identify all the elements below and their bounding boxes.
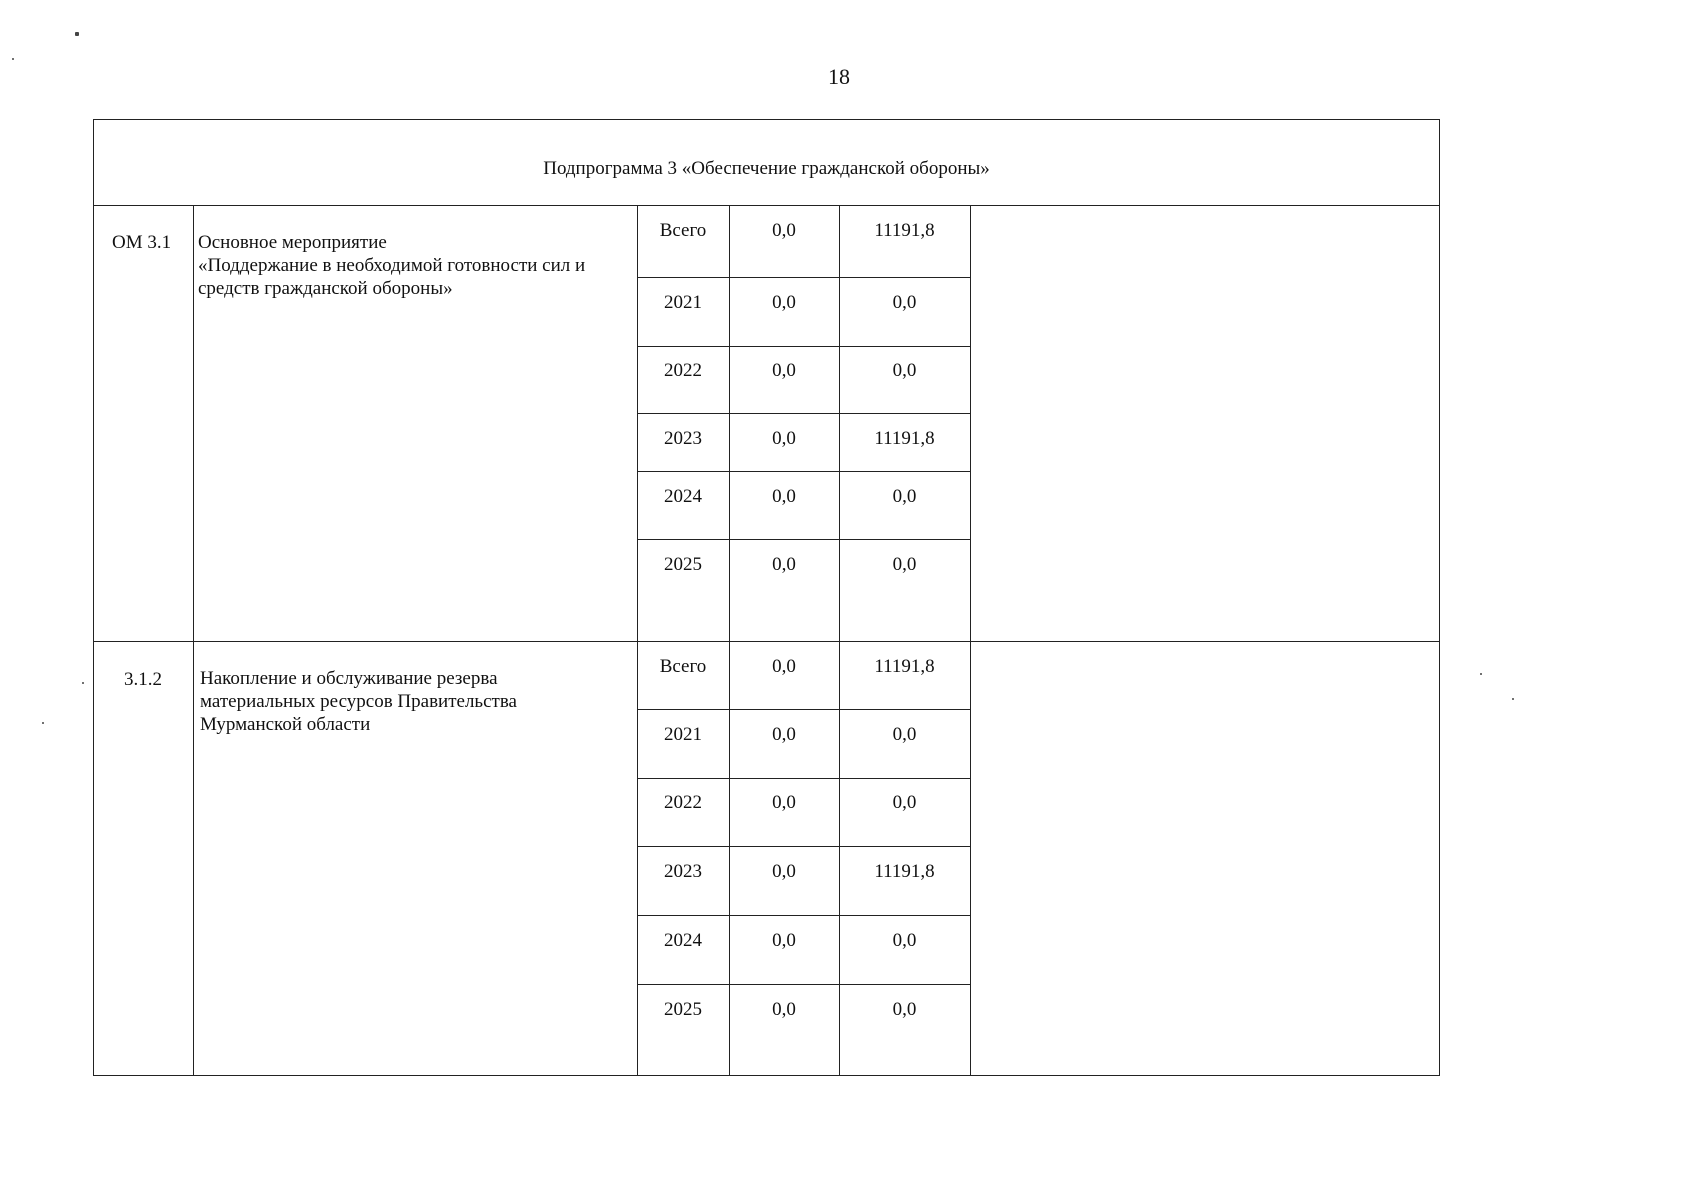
- row-divider: [637, 346, 971, 347]
- value-cell: 0,0: [772, 292, 796, 313]
- value-cell: 0,0: [772, 486, 796, 507]
- description-line: средств гражданской обороны»: [198, 278, 453, 299]
- value-cell: 0,0: [772, 861, 796, 882]
- subprogram-title: Подпрограмма 3 «Обеспечение гражданской обороны»: [543, 158, 990, 179]
- value-cell: 0,0: [772, 428, 796, 449]
- row-divider: [637, 471, 971, 472]
- row-divider: [637, 778, 971, 779]
- description-line: Мурманской области: [200, 714, 371, 735]
- period-cell: 2025: [664, 554, 702, 575]
- value-cell: 0,0: [772, 656, 796, 677]
- row-divider: [637, 709, 971, 710]
- value-cell: 0,0: [892, 554, 917, 575]
- value-cell: 0,0: [892, 292, 917, 313]
- value-cell: 0,0: [772, 930, 796, 951]
- value-cell: 0,0: [772, 999, 796, 1020]
- value-cell: 11191,8: [874, 656, 935, 677]
- row-divider: [637, 277, 971, 278]
- period-cell: 2022: [664, 792, 702, 813]
- value-cell: 0,0: [772, 554, 796, 575]
- period-cell: 2022: [664, 360, 702, 381]
- period-cell: 2021: [664, 724, 702, 745]
- period-cell: 2024: [664, 486, 702, 507]
- value-cell: 0,0: [772, 360, 796, 381]
- row-divider: [637, 846, 971, 847]
- value-cell: 11191,8: [874, 428, 935, 449]
- scan-speck: [1480, 673, 1482, 675]
- description-line: материальных ресурсов Правительства: [200, 691, 517, 712]
- header-divider: [93, 205, 1440, 206]
- value-cell: 0,0: [892, 360, 917, 381]
- scan-speck: [82, 682, 84, 684]
- scan-speck: [12, 58, 14, 60]
- value-cell: 0,0: [892, 930, 917, 951]
- period-cell: 2024: [664, 930, 702, 951]
- value-cell: 11191,8: [874, 861, 935, 882]
- scan-speck: [42, 722, 44, 724]
- section-code: ОМ 3.1: [112, 232, 172, 253]
- period-cell: Всего: [659, 656, 707, 677]
- value-cell: 0,0: [772, 220, 796, 241]
- scan-speck: [75, 32, 79, 36]
- column-divider: [970, 205, 971, 1076]
- period-cell: Всего: [659, 220, 707, 241]
- period-cell: 2025: [664, 999, 702, 1020]
- period-cell: 2023: [664, 428, 702, 449]
- row-divider: [637, 984, 971, 985]
- row-divider: [637, 915, 971, 916]
- period-cell: 2021: [664, 292, 702, 313]
- description-line: Накопление и обслуживание резерва: [200, 668, 498, 689]
- value-cell: 0,0: [892, 792, 917, 813]
- value-cell: 0,0: [772, 792, 796, 813]
- scan-speck: [1512, 698, 1514, 700]
- value-cell: 0,0: [772, 724, 796, 745]
- value-cell: 11191,8: [874, 220, 935, 241]
- row-divider: [637, 539, 971, 540]
- value-cell: 0,0: [892, 999, 917, 1020]
- column-divider: [193, 205, 194, 1076]
- row-divider: [637, 413, 971, 414]
- description-line: Основное мероприятие: [198, 232, 387, 253]
- section-code: 3.1.2: [124, 669, 162, 690]
- period-cell: 2023: [664, 861, 702, 882]
- value-cell: 0,0: [892, 486, 917, 507]
- page-number: 18: [828, 64, 850, 89]
- value-cell: 0,0: [892, 724, 917, 745]
- section-divider: [93, 641, 1440, 642]
- description-line: «Поддержание в необходимой готовности сил и: [198, 255, 586, 276]
